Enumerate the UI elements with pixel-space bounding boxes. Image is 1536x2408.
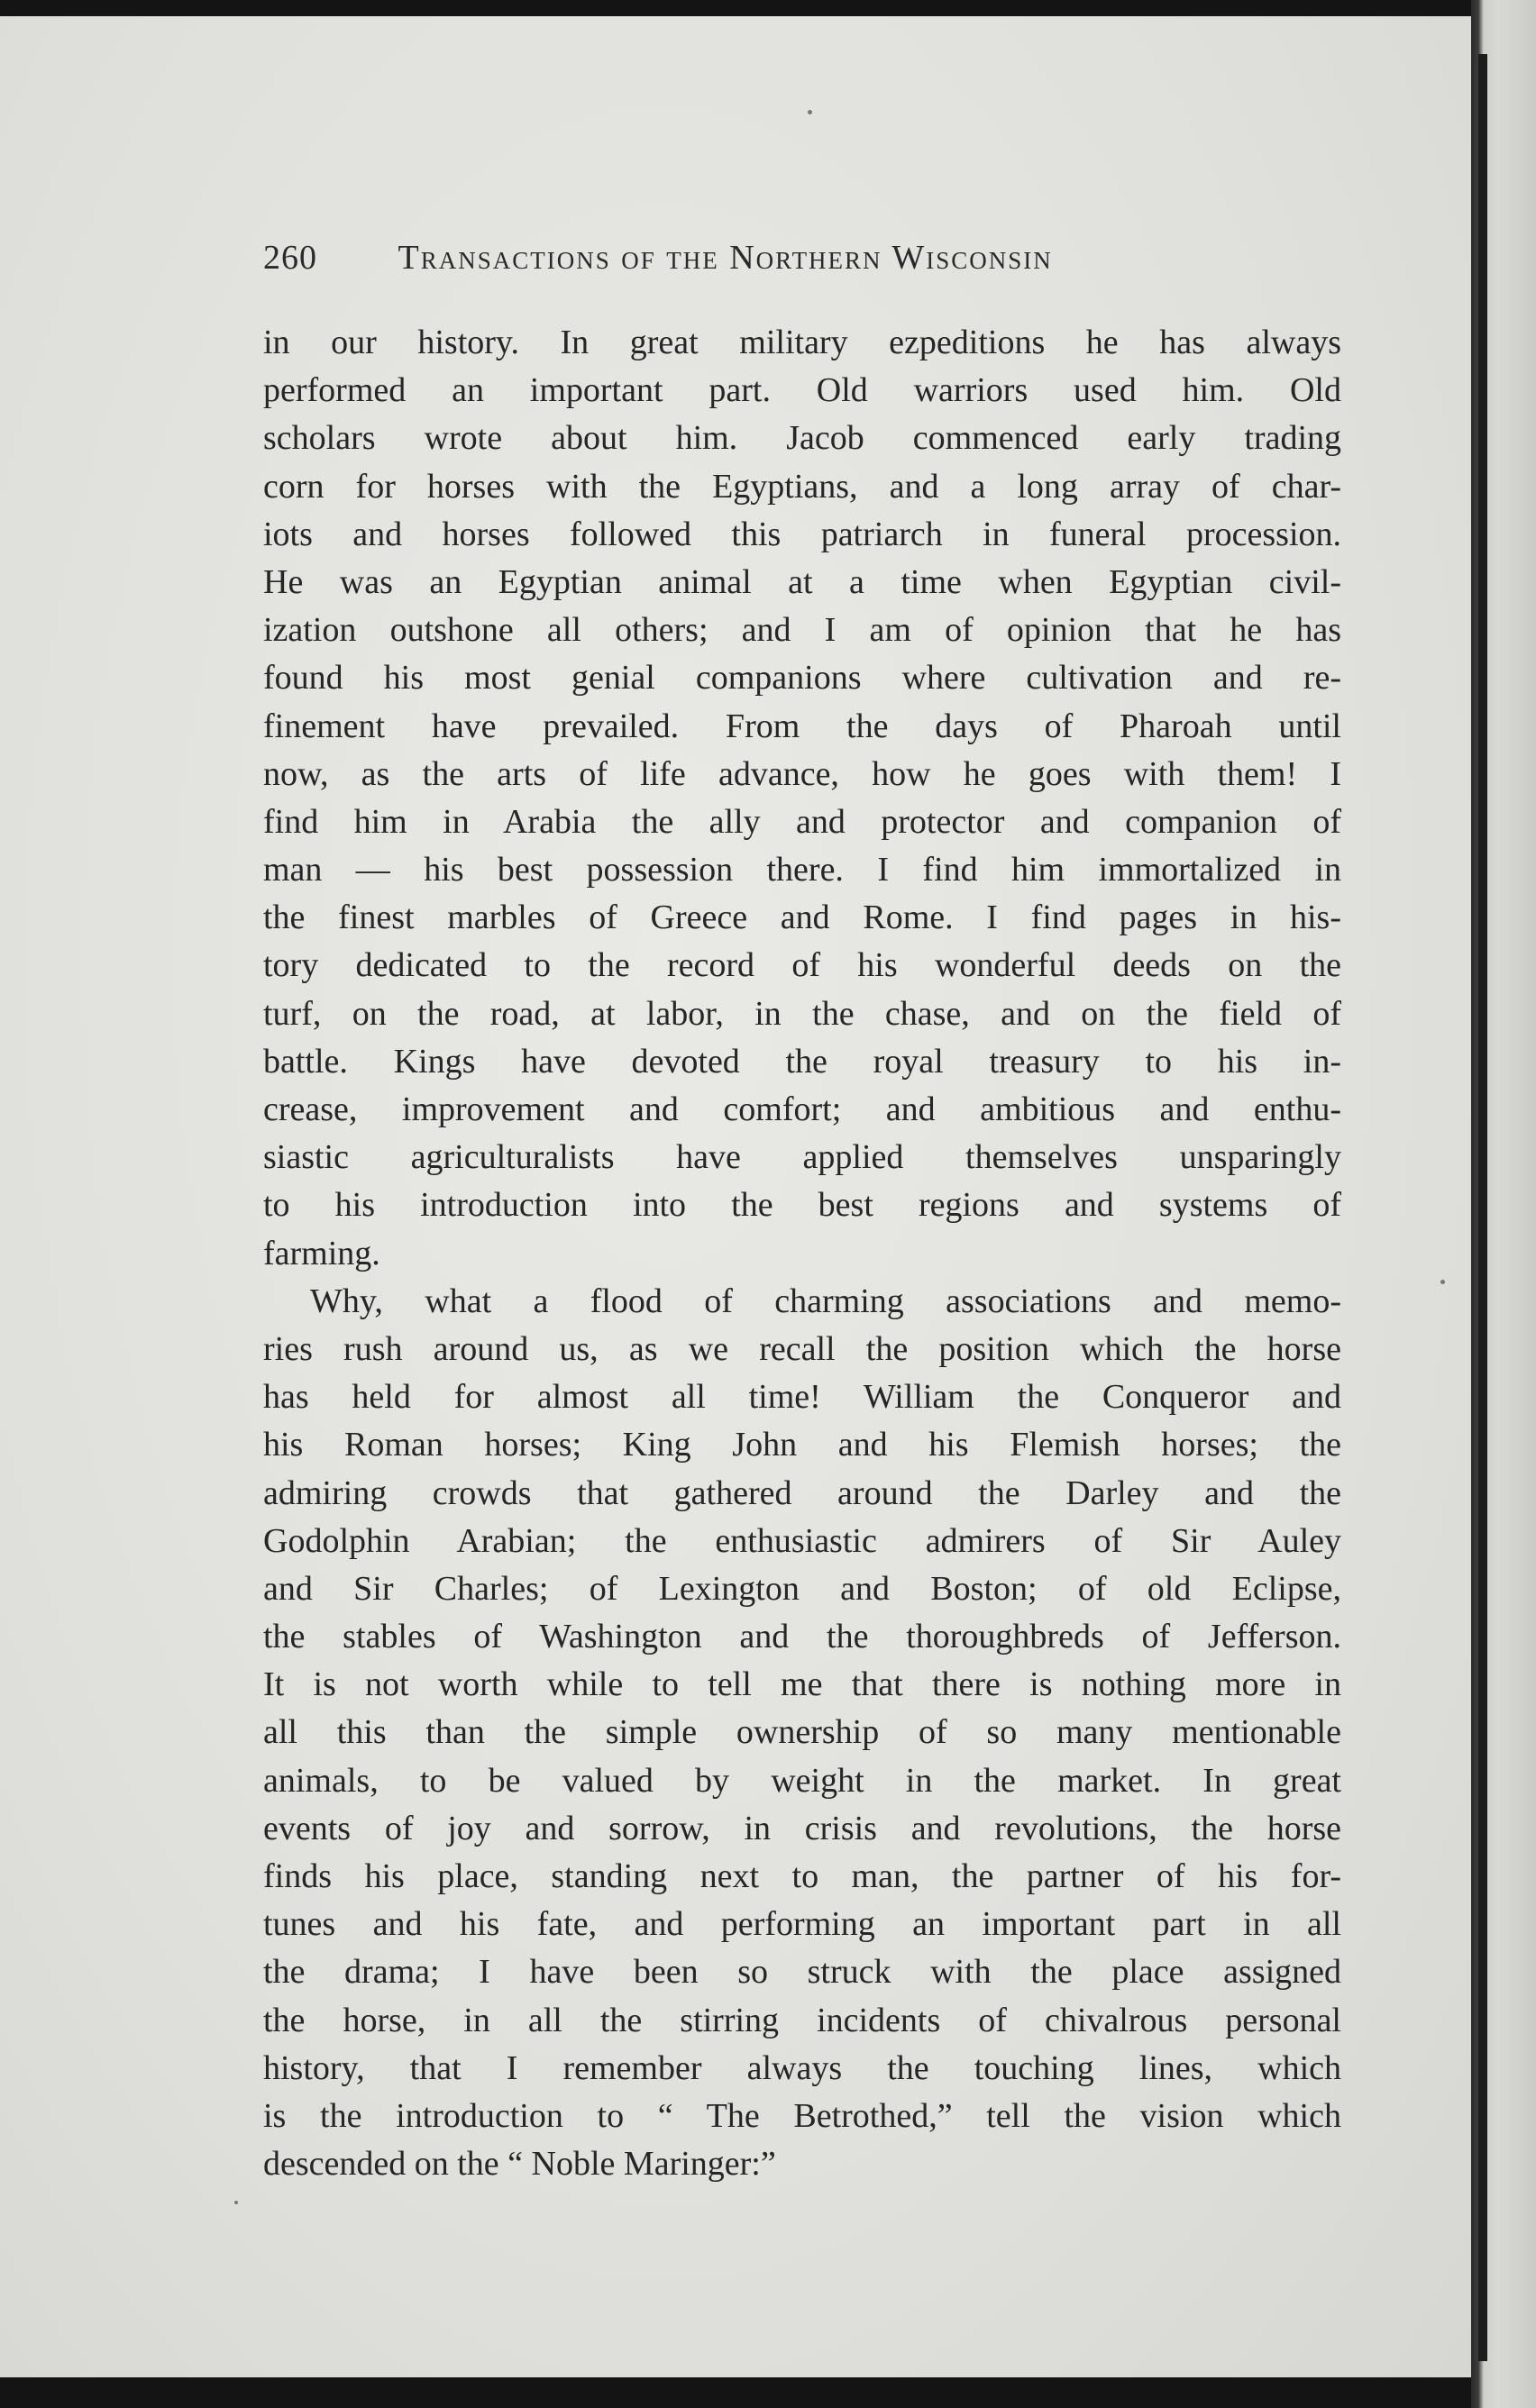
dust-speck bbox=[234, 2201, 238, 2204]
text-line: finement have prevailed. From the days of Pharoah until bbox=[263, 707, 1341, 745]
text-line: crease, improvement and comfort; and ambitious and enthu- bbox=[263, 1090, 1341, 1128]
text-line: descended on the “ Noble Maringer:” bbox=[263, 2145, 776, 2184]
text-line: performed an important part. Old warriors used him. Old bbox=[263, 371, 1341, 410]
text-line: ries rush around us, as we recall the position which the horse bbox=[263, 1329, 1341, 1368]
text-line: Why, what a flood of charming associations and memo- bbox=[310, 1282, 1341, 1320]
text-line: man — his best possession there. I find him immortalized in bbox=[263, 851, 1341, 889]
text-line: ization outshone all others; and I am of opinion that he has bbox=[263, 611, 1341, 650]
text-line: farming. bbox=[263, 1234, 380, 1272]
text-line: battle. Kings have devoted the royal treasury to his in- bbox=[263, 1042, 1341, 1081]
paragraph-1 bbox=[263, 319, 1341, 1278]
text-line: found his most genial companions where cultivation and re- bbox=[263, 659, 1341, 698]
text-line: It is not worth while to tell me that there is nothing more in bbox=[263, 1665, 1341, 1704]
text-line: to his introduction into the best regions and systems of bbox=[263, 1186, 1341, 1225]
text-line: corn for horses with the Egyptians, and a long array of char- bbox=[263, 467, 1341, 506]
text-line: all this than the simple ownership of so many mentionable bbox=[263, 1713, 1341, 1752]
text-line: turf, on the road, at labor, in the chase, and on the field of bbox=[263, 994, 1341, 1033]
text-line: admiring crowds that gathered around the Darley and the bbox=[263, 1473, 1341, 1512]
paragraph-2 bbox=[263, 1278, 1341, 2189]
book-page bbox=[0, 16, 1471, 2377]
running-header bbox=[263, 238, 1219, 283]
text-line: the drama; I have been so struck with the place assigned bbox=[263, 1953, 1341, 1992]
text-line: history, that I remember always the touching lines, which bbox=[263, 2048, 1341, 2087]
text-line: iots and horses followed this patriarch in funeral procession. bbox=[263, 515, 1341, 553]
dust-speck bbox=[808, 110, 812, 114]
text-line: tory dedicated to the record of his wonderful deeds on the bbox=[263, 946, 1341, 985]
text-line: the horse, in all the stirring incidents of chivalrous personal bbox=[263, 2001, 1341, 2039]
binding-line bbox=[1478, 54, 1487, 2361]
body-text bbox=[263, 319, 1341, 2188]
running-title: Transactions of the Northern Wisconsin bbox=[398, 239, 1053, 277]
text-line: his Roman horses; King John and his Flemish horses; the bbox=[263, 1426, 1341, 1464]
text-line: the stables of Washington and the thoroughbreds of Jefferson. bbox=[263, 1618, 1341, 1656]
text-line: finds his place, standing next to man, the partner of his for- bbox=[263, 1857, 1341, 1895]
text-line: has held for almost all time! William the Conqueror and bbox=[263, 1378, 1341, 1417]
text-line: siastic agriculturalists have applied themselves unsparingly bbox=[263, 1138, 1341, 1177]
text-line: in our history. In great military ezpeditions he has always bbox=[263, 324, 1341, 361]
text-line: animals, to be valued by weight in the market. In great bbox=[263, 1761, 1341, 1800]
text-line: He was an Egyptian animal at a time when Egyptian civil- bbox=[263, 562, 1341, 601]
text-line: now, as the arts of life advance, how he goes with them! I bbox=[263, 754, 1341, 793]
text-line: Godolphin Arabian; the enthusiastic admirers of Sir Auley bbox=[263, 1521, 1341, 1560]
dust-speck bbox=[1440, 1280, 1445, 1284]
text-line: and Sir Charles; of Lexington and Boston; of old Eclipse, bbox=[263, 1569, 1341, 1608]
page-number: 260 bbox=[263, 239, 317, 277]
text-line: the finest marbles of Greece and Rome. I find pages in his- bbox=[263, 898, 1341, 937]
text-line: is the introduction to “ The Betrothed,” tell the vision which bbox=[263, 2096, 1341, 2135]
text-line: find him in Arabia the ally and protector and companion of bbox=[263, 802, 1341, 841]
text-line: tunes and his fate, and performing an important part in all bbox=[263, 1905, 1341, 1944]
text-line: scholars wrote about him. Jacob commenced early trading bbox=[263, 419, 1341, 458]
text-line: events of joy and sorrow, in crisis and revolutions, the horse bbox=[263, 1809, 1341, 1847]
